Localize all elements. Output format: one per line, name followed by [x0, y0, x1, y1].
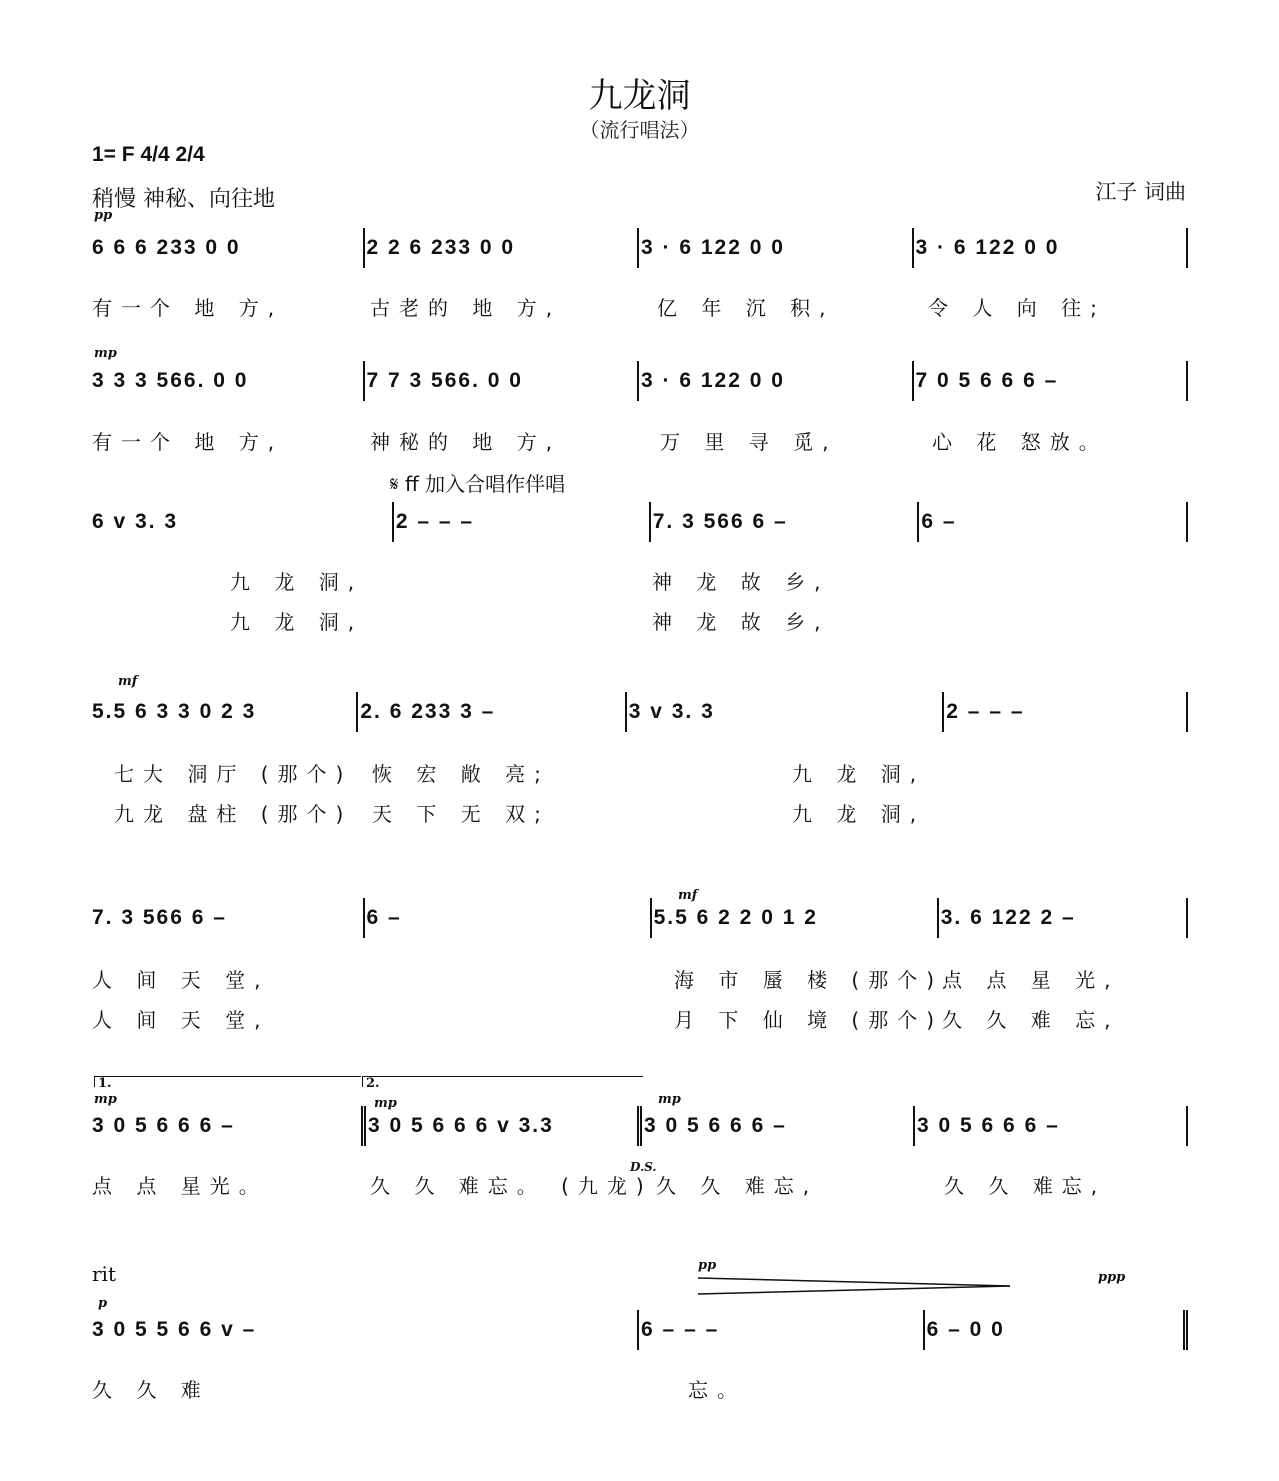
- measure: 3 0 5 6 6 6 –: [642, 1106, 915, 1146]
- dynamic-mark: mp: [94, 1092, 117, 1107]
- volta-label-2: 2.: [366, 1076, 380, 1091]
- lyric: 久 久 难忘,: [944, 1174, 1107, 1198]
- measure: 3 · 6 122 0 0: [639, 361, 914, 401]
- lyric: 神 龙 故 乡,: [652, 570, 830, 594]
- rit-marking: rit: [92, 1262, 116, 1286]
- lyric: 海 市 蜃 楼 (那个): [674, 968, 944, 992]
- lyric: 万 里 寻 觅,: [660, 430, 838, 454]
- measure: 2 – – –: [944, 692, 1188, 732]
- measure: 3 0 5 6 6 6 v 3.3: [366, 1106, 642, 1146]
- lyric: 忘。: [688, 1378, 746, 1402]
- measure: 6 – – –: [639, 1310, 925, 1350]
- lyric: 久 久 难 忘,: [942, 1008, 1120, 1032]
- lyric: 有一个 地 方,: [92, 296, 284, 320]
- measure: 3 0 5 6 6 6 –: [92, 1106, 366, 1146]
- lyric: 心 花 怒放。: [932, 430, 1108, 454]
- decrescendo-hairpin: [698, 1274, 1018, 1298]
- measure: 5.5 6 2 2 0 1 2: [652, 898, 939, 938]
- segno-chorus-note: 𝄋 ff 加入合唱作伴唱: [390, 472, 566, 496]
- measure: 6 v 3. 3: [92, 502, 394, 542]
- measure: 3 3 3 566. 0 0: [92, 361, 365, 401]
- measure: 7 7 3 566. 0 0: [365, 361, 640, 401]
- measure: 6 – 0 0: [925, 1310, 1188, 1350]
- dynamic-mark: mp: [658, 1092, 681, 1107]
- measure: 2. 6 233 3 –: [358, 692, 626, 732]
- lyric: 点 点 星 光,: [942, 968, 1120, 992]
- lyric: 神秘的 地 方,: [370, 430, 562, 454]
- measure: 7. 3 566 6 –: [92, 898, 365, 938]
- lyric: 点 点 星光。: [92, 1174, 268, 1198]
- composer-credit: 江子 词曲: [1095, 180, 1186, 204]
- page-title: 九龙洞: [588, 76, 691, 116]
- tempo-marking: 稍慢 神秘、向往地: [92, 187, 275, 212]
- lyric: 月 下 仙 境 (那个): [674, 1008, 944, 1032]
- ds-mark: D.S.: [630, 1160, 657, 1174]
- dynamic-mark: p: [98, 1296, 108, 1311]
- measure: 3. 6 122 2 –: [939, 898, 1188, 938]
- lyric: 九 龙 洞,: [230, 610, 364, 634]
- lyric: 久 久 难忘,: [656, 1174, 819, 1198]
- volta-bracket-2: [362, 1076, 643, 1087]
- measure: 2 2 6 233 0 0: [365, 228, 640, 268]
- measure: 6 6 6 233 0 0: [92, 228, 365, 268]
- lyric: 久 久 难: [92, 1378, 210, 1402]
- lyric: 人 间 天 堂,: [92, 1008, 270, 1032]
- volta-bracket-1: [94, 1076, 361, 1087]
- lyric: 久 久 难忘。 (九龙): [370, 1174, 653, 1198]
- dynamic-mark: mf: [678, 888, 698, 903]
- lyric: 恢 宏 敞 亮;: [372, 762, 550, 786]
- dynamic-mark: mp: [94, 346, 117, 361]
- page-subtitle: （流行唱法）: [579, 118, 700, 142]
- dynamic-mark: mf: [118, 674, 138, 689]
- measure: 3 0 5 5 6 6 v –: [92, 1310, 639, 1350]
- lyric: 令 人 向 往;: [928, 296, 1106, 320]
- measure: 3 0 5 6 6 6 –: [915, 1106, 1188, 1146]
- lyric: 九 龙 洞,: [230, 570, 364, 594]
- measure: 6 –: [919, 502, 1188, 542]
- lyric: 古老的 地 方,: [370, 296, 562, 320]
- lyric: 九龙 盘柱 (那个): [114, 802, 353, 826]
- lyric: 九 龙 洞,: [792, 802, 926, 826]
- volta-label-1: 1.: [98, 1076, 112, 1091]
- measure: 3 · 6 122 0 0: [639, 228, 914, 268]
- lyric: 七大 洞厅 (那个): [114, 762, 353, 786]
- lyric: 天 下 无 双;: [372, 802, 550, 826]
- measure: 7. 3 566 6 –: [651, 502, 920, 542]
- measure: 3 · 6 122 0 0: [914, 228, 1189, 268]
- lyric: 亿 年 沉 积,: [657, 296, 835, 320]
- lyric: 神 龙 故 乡,: [652, 610, 830, 634]
- dynamic-mark: ppp: [1098, 1270, 1126, 1285]
- dynamic-mark: mp: [374, 1096, 397, 1111]
- dynamic-mark: pp: [94, 208, 113, 223]
- measure: 5.5 6 3 3 0 2 3: [92, 692, 358, 732]
- measure: 2 – – –: [394, 502, 651, 542]
- key-signature: 1= F 4/4 2/4: [92, 143, 205, 166]
- measure: 3 v 3. 3: [627, 692, 945, 732]
- measure: 7 0 5 6 6 6 –: [914, 361, 1189, 401]
- measure: 6 –: [365, 898, 652, 938]
- lyric: 九 龙 洞,: [792, 762, 926, 786]
- dynamic-mark: pp: [698, 1258, 717, 1273]
- lyric: 人 间 天 堂,: [92, 968, 270, 992]
- lyric: 有一个 地 方,: [92, 430, 284, 454]
